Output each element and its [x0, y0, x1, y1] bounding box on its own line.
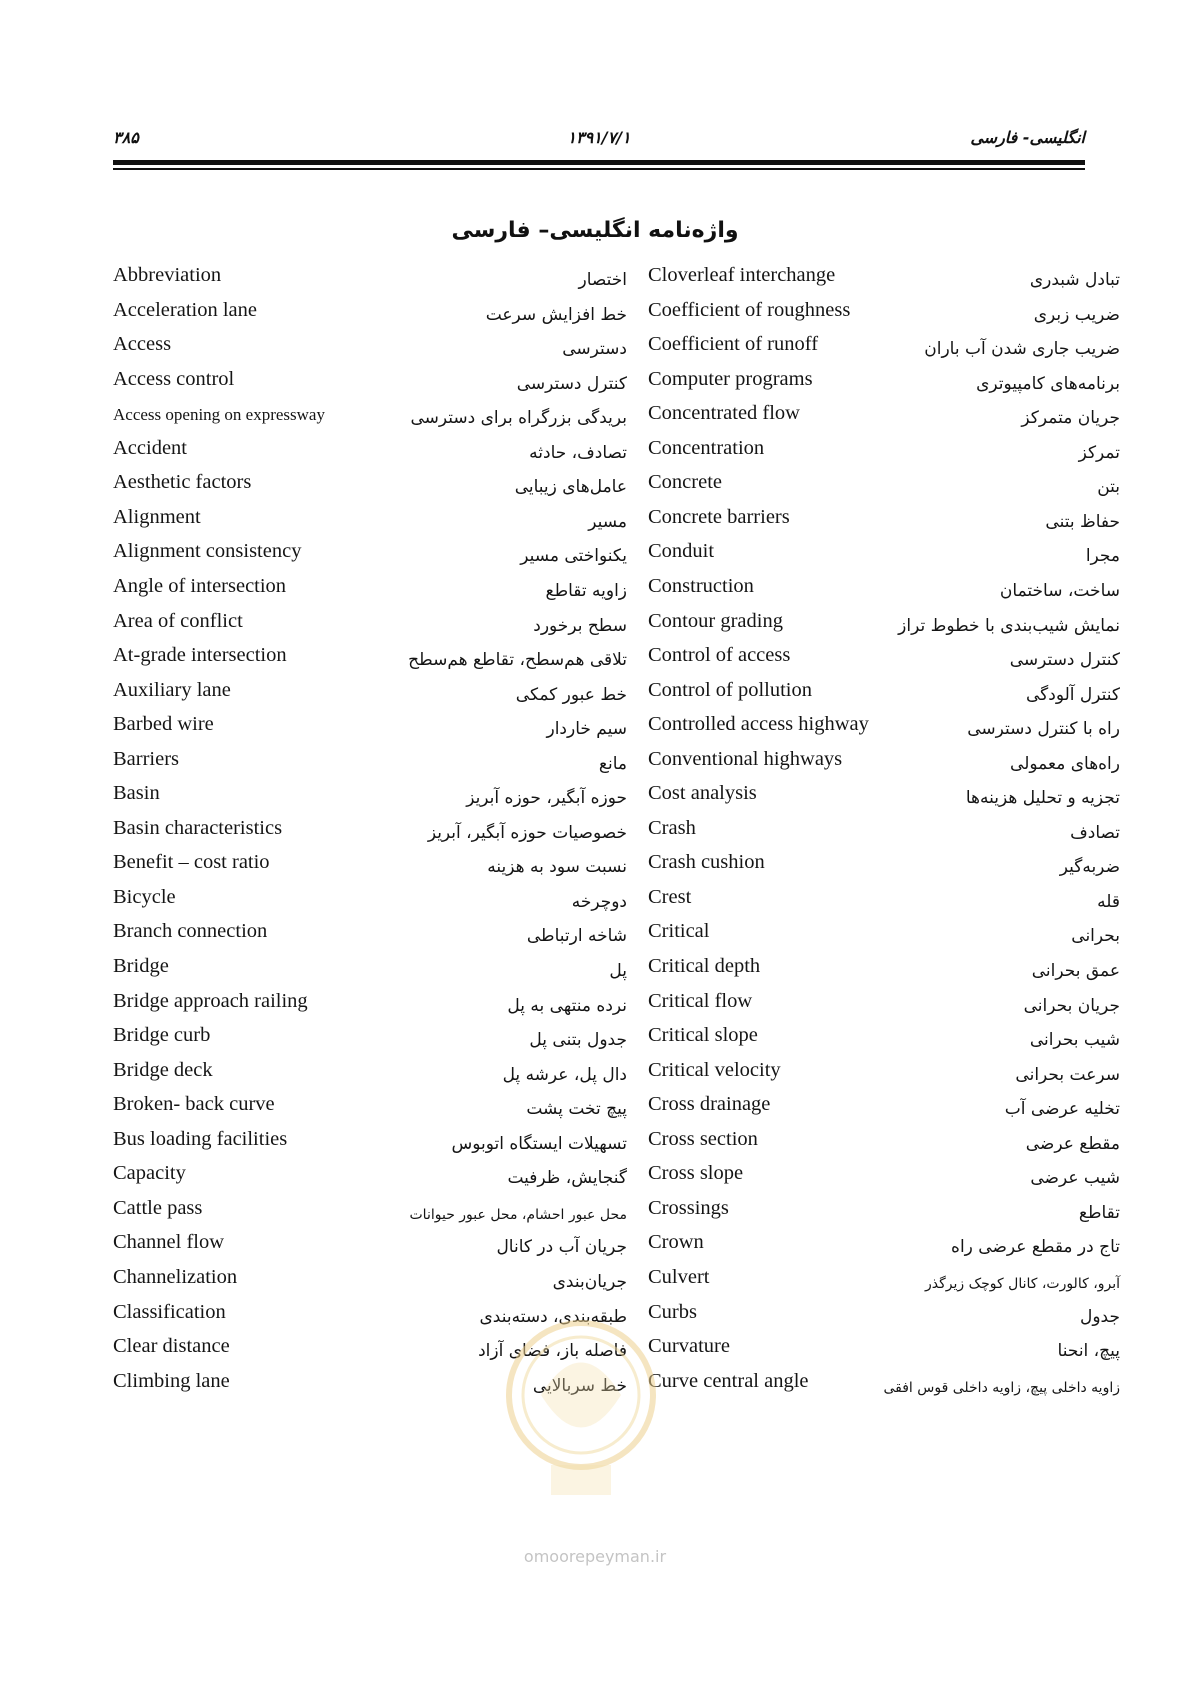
glossary-entry [0, 920, 1190, 950]
entry-english-term: Crash [648, 816, 696, 839]
glossary-entry [0, 644, 1190, 674]
entry-english-term: Critical [648, 920, 710, 943]
entry-persian-term: تلاقی هم‌سطح، تقاطع هم‌سطح [408, 650, 627, 671]
entry-english-term: Benefit – cost ratio [113, 851, 270, 874]
glossary-entry [0, 506, 1190, 536]
entry-persian-term: تاج در مقطع عرضی راه [951, 1237, 1120, 1258]
glossary-entry [0, 990, 1190, 1020]
entry-persian-term: خط عبور کمکی [515, 684, 627, 705]
entry-persian-term: پیچ تخت پشت [526, 1099, 627, 1120]
glossary-entry [0, 1059, 1190, 1089]
entry-english-term: Basin [113, 782, 160, 805]
entry-english-term: Acceleration lane [113, 298, 257, 321]
entry-english-term: Classification [113, 1300, 226, 1323]
entry-persian-term: شیب عرضی [1030, 1168, 1120, 1189]
entry-persian-term: سیم خاردار [546, 719, 627, 740]
entry-persian-term: خط افزایش سرعت [485, 304, 627, 325]
entry-persian-term: مانع [598, 753, 627, 774]
entry-persian-term: فاصله باز، فضای آزاد [478, 1341, 627, 1362]
entry-persian-term: پیچ، انحنا [1057, 1341, 1120, 1362]
glossary-entry [0, 1024, 1190, 1054]
entry-persian-term: شاخه ارتباطی [526, 926, 627, 947]
entry-english-term: Conventional highways [648, 747, 843, 770]
glossary-entry [0, 955, 1190, 985]
watermark-url: omoorepeyman.ir [523, 1547, 667, 1566]
entry-persian-term: دسترسی [562, 339, 627, 360]
entry-persian-term: جریان بحرانی [1023, 995, 1120, 1016]
entry-persian-term: ضربه‌گیر [1059, 857, 1120, 878]
glossary-entry [0, 1162, 1190, 1192]
glossary-entry [0, 610, 1190, 640]
entry-persian-term: راه‌های معمولی [1010, 753, 1120, 774]
entry-english-term: Aesthetic factors [113, 471, 252, 494]
entry-english-term: Clear distance [113, 1335, 230, 1358]
entry-english-term: Bridge [113, 955, 169, 977]
entry-english-term: Branch connection [113, 920, 268, 943]
entry-persian-term: ساخت، ساختمان [999, 580, 1120, 601]
entry-english-term: Access control [113, 367, 235, 390]
glossary-entry [0, 368, 1190, 398]
glossary-entry [0, 540, 1190, 570]
entry-english-term: Cross slope [648, 1162, 744, 1185]
entry-persian-term: آبرو، کالورت، کانال کوچک زیرگذر [925, 1275, 1120, 1292]
entry-english-term: Barbed wire [113, 713, 214, 736]
glossary-entry [0, 817, 1190, 847]
entry-english-term: Coefficient of runoff [648, 333, 819, 356]
page-number: ۳۸۵ [113, 128, 139, 147]
entry-persian-term: تبادل شبدری [1029, 270, 1120, 290]
entry-english-term: Curvature [648, 1335, 730, 1358]
page-title: واژه‌نامه انگلیسی– فارسی [451, 218, 739, 243]
entry-english-term: Cloverleaf interchange [648, 264, 836, 286]
entry-english-term: Accident [113, 436, 187, 459]
entry-persian-term: تصادف [1070, 822, 1120, 843]
glossary-entry [0, 679, 1190, 709]
entry-english-term: Concrete [648, 471, 722, 494]
entry-persian-term: مجرا [1085, 546, 1120, 567]
entry-english-term: Alignment consistency [113, 540, 302, 563]
entry-persian-term: جریان متمرکز [1021, 408, 1120, 429]
entry-persian-term: کنترل آلودگی [1025, 684, 1120, 705]
glossary-entry [0, 471, 1190, 501]
entry-persian-term: تمرکز [1078, 442, 1120, 463]
entry-persian-term: کنترل دسترسی [1009, 650, 1120, 671]
entry-english-term: Bridge curb [113, 1024, 211, 1047]
entry-english-term: Crest [648, 885, 692, 908]
entry-persian-term: ضریب جاری شدن آب باران [924, 339, 1120, 360]
glossary-entry [0, 886, 1190, 916]
glossary-entry [0, 264, 1190, 294]
glossary-entry [0, 748, 1190, 778]
entry-persian-term: کنترل دسترسی [516, 373, 627, 394]
entry-persian-term: تقاطع [1078, 1202, 1120, 1223]
entry-english-term: Coefficient of roughness [648, 298, 851, 321]
entry-english-term: Crossings [648, 1196, 729, 1219]
glossary-entry [0, 437, 1190, 467]
entry-english-term: Bus loading facilities [113, 1127, 288, 1150]
entry-english-term: Conduit [648, 540, 715, 563]
entry-persian-term: محل عبور احشام، محل عبور حیوانات [409, 1206, 627, 1223]
entry-persian-term: سطح برخورد [533, 615, 627, 636]
entry-english-term: Critical flow [648, 989, 753, 1012]
glossary-entry [0, 1231, 1190, 1261]
entry-english-term: Area of conflict [113, 609, 243, 632]
entry-english-term: Cattle pass [113, 1196, 203, 1219]
entry-persian-term: گنجایش، ظرفیت [507, 1168, 627, 1189]
entry-english-term: Critical velocity [648, 1058, 781, 1081]
entry-english-term: Cost analysis [648, 782, 757, 805]
entry-english-term: Curve central angle [648, 1369, 809, 1392]
entry-persian-term: اختصار [578, 270, 627, 290]
entry-persian-term: حفاظ بتنی [1045, 511, 1120, 532]
glossary-entry [0, 1093, 1190, 1123]
entry-persian-term: حوزه آبگیر، حوزه آبریز [466, 788, 627, 809]
entry-persian-term: عامل‌های زیبایی [514, 477, 627, 498]
entry-persian-term: نرده منتهی به پل [507, 995, 627, 1016]
entry-english-term: Barriers [113, 747, 180, 770]
entry-english-term: Climbing lane [113, 1369, 230, 1392]
entry-english-term: Access [113, 333, 172, 356]
entry-english-term: At-grade intersection [113, 644, 287, 667]
entry-english-term: Capacity [113, 1162, 186, 1185]
entry-persian-term: مقطع عرضی [1025, 1133, 1120, 1154]
entry-persian-term: زاویه داخلی پیچ، زاویه داخلی قوس افقی [883, 1379, 1120, 1396]
entry-persian-term: تسهیلات ایستگاه اتوبوس [451, 1133, 627, 1154]
entry-persian-term: جدول [1080, 1306, 1120, 1327]
entry-english-term: Culvert [648, 1265, 710, 1288]
entry-persian-term: خصوصیات حوزه آبگیر، آبریز [427, 822, 627, 843]
entry-persian-term: دال پل، عرشه پل [502, 1064, 627, 1085]
header-rule-thin [113, 168, 1085, 170]
entry-english-term: Access opening on expressway [113, 405, 325, 425]
watermark-logo-icon [496, 1300, 666, 1510]
entry-persian-term: سرعت بحرانی [1015, 1064, 1120, 1085]
entry-persian-term: ضریب زبری [1033, 304, 1120, 325]
entry-persian-term: طبقه‌بندی، دسته‌بندی [479, 1306, 627, 1327]
glossary-entry [0, 333, 1190, 363]
entry-english-term: Channel flow [113, 1231, 225, 1254]
entry-english-term: Basin characteristics [113, 816, 283, 839]
entry-persian-term: برنامه‌های کامپیوتری [976, 373, 1120, 394]
entry-english-term: Concentration [648, 436, 765, 459]
entry-english-term: Angle of intersection [113, 574, 287, 597]
entry-persian-term: تجزیه و تحلیل هزینه‌ها [965, 788, 1120, 809]
glossary-entry [0, 1128, 1190, 1158]
entry-english-term: Crash cushion [648, 851, 765, 874]
entry-persian-term: قله [1097, 891, 1120, 912]
entry-persian-term: جدول بتنی پل [529, 1030, 627, 1051]
entry-persian-term: جریان‌بندی [552, 1271, 627, 1292]
glossary-entry [0, 402, 1190, 432]
entry-persian-term: شیب بحرانی [1029, 1030, 1120, 1051]
entry-english-term: Bicycle [113, 885, 176, 908]
glossary-entry [0, 782, 1190, 812]
entry-english-term: Curbs [648, 1300, 697, 1323]
entry-persian-term: تخلیه عرضی آب [1004, 1099, 1120, 1120]
entry-english-term: Concentrated flow [648, 402, 800, 425]
glossary-entry [0, 851, 1190, 881]
entry-english-term: Control of pollution [648, 678, 812, 701]
entry-persian-term: پل [609, 961, 627, 981]
glossary-entry [0, 1197, 1190, 1227]
entry-persian-term: عمق بحرانی [1031, 961, 1120, 981]
entry-english-term: Critical depth [648, 955, 761, 977]
entry-persian-term: جریان آب در کانال [496, 1237, 627, 1258]
header-section-title: انگلیسی- فارسی [970, 128, 1085, 147]
entry-english-term: Construction [648, 574, 754, 597]
entry-persian-term: بریدگی بزرگراه برای دسترسی [410, 408, 627, 429]
entry-english-term: Alignment [113, 505, 201, 528]
glossary-entry [0, 713, 1190, 743]
entry-english-term: Channelization [113, 1265, 238, 1288]
entry-english-term: Critical slope [648, 1024, 758, 1047]
entry-english-term: Controlled access highway [648, 713, 869, 736]
glossary-entry [0, 299, 1190, 329]
entry-english-term: Bridge approach railing [113, 989, 308, 1012]
entry-persian-term: راه با کنترل دسترسی [967, 719, 1120, 740]
glossary-entry [0, 575, 1190, 605]
entry-persian-term: نمایش شیب‌بندی با خطوط تراز [898, 615, 1120, 636]
entry-persian-term: بحرانی [1071, 926, 1120, 947]
entry-english-term: Control of access [648, 644, 791, 667]
glossary-entry [0, 1266, 1190, 1296]
entry-persian-term: مسیر [588, 511, 627, 532]
entry-english-term: Abbreviation [113, 264, 222, 286]
entry-english-term: Computer programs [648, 367, 813, 390]
header-rule-thick [113, 160, 1085, 165]
entry-persian-term: تصادف، حادثه [529, 442, 627, 463]
entry-english-term: Crown [648, 1231, 704, 1254]
entry-persian-term: زاویه تقاطع [545, 580, 627, 601]
running-header [113, 128, 1085, 152]
entry-english-term: Auxiliary lane [113, 678, 231, 701]
header-date: ۱۳۹۱/۷/۱ [567, 128, 631, 147]
entry-persian-term: یکنواختی مسیر [520, 546, 627, 567]
entry-persian-term: بتن [1097, 477, 1120, 498]
entry-persian-term: دوچرخه [571, 891, 627, 912]
entry-english-term: Cross drainage [648, 1093, 771, 1116]
entry-english-term: Broken- back curve [113, 1093, 275, 1116]
entry-english-term: Contour grading [648, 609, 783, 632]
entry-persian-term: نسبت سود به هزینه [487, 857, 627, 878]
entry-english-term: Bridge deck [113, 1058, 213, 1081]
entry-persian-term: خط سربالایی [532, 1375, 627, 1396]
entry-english-term: Concrete barriers [648, 505, 790, 528]
entry-english-term: Cross section [648, 1127, 758, 1150]
